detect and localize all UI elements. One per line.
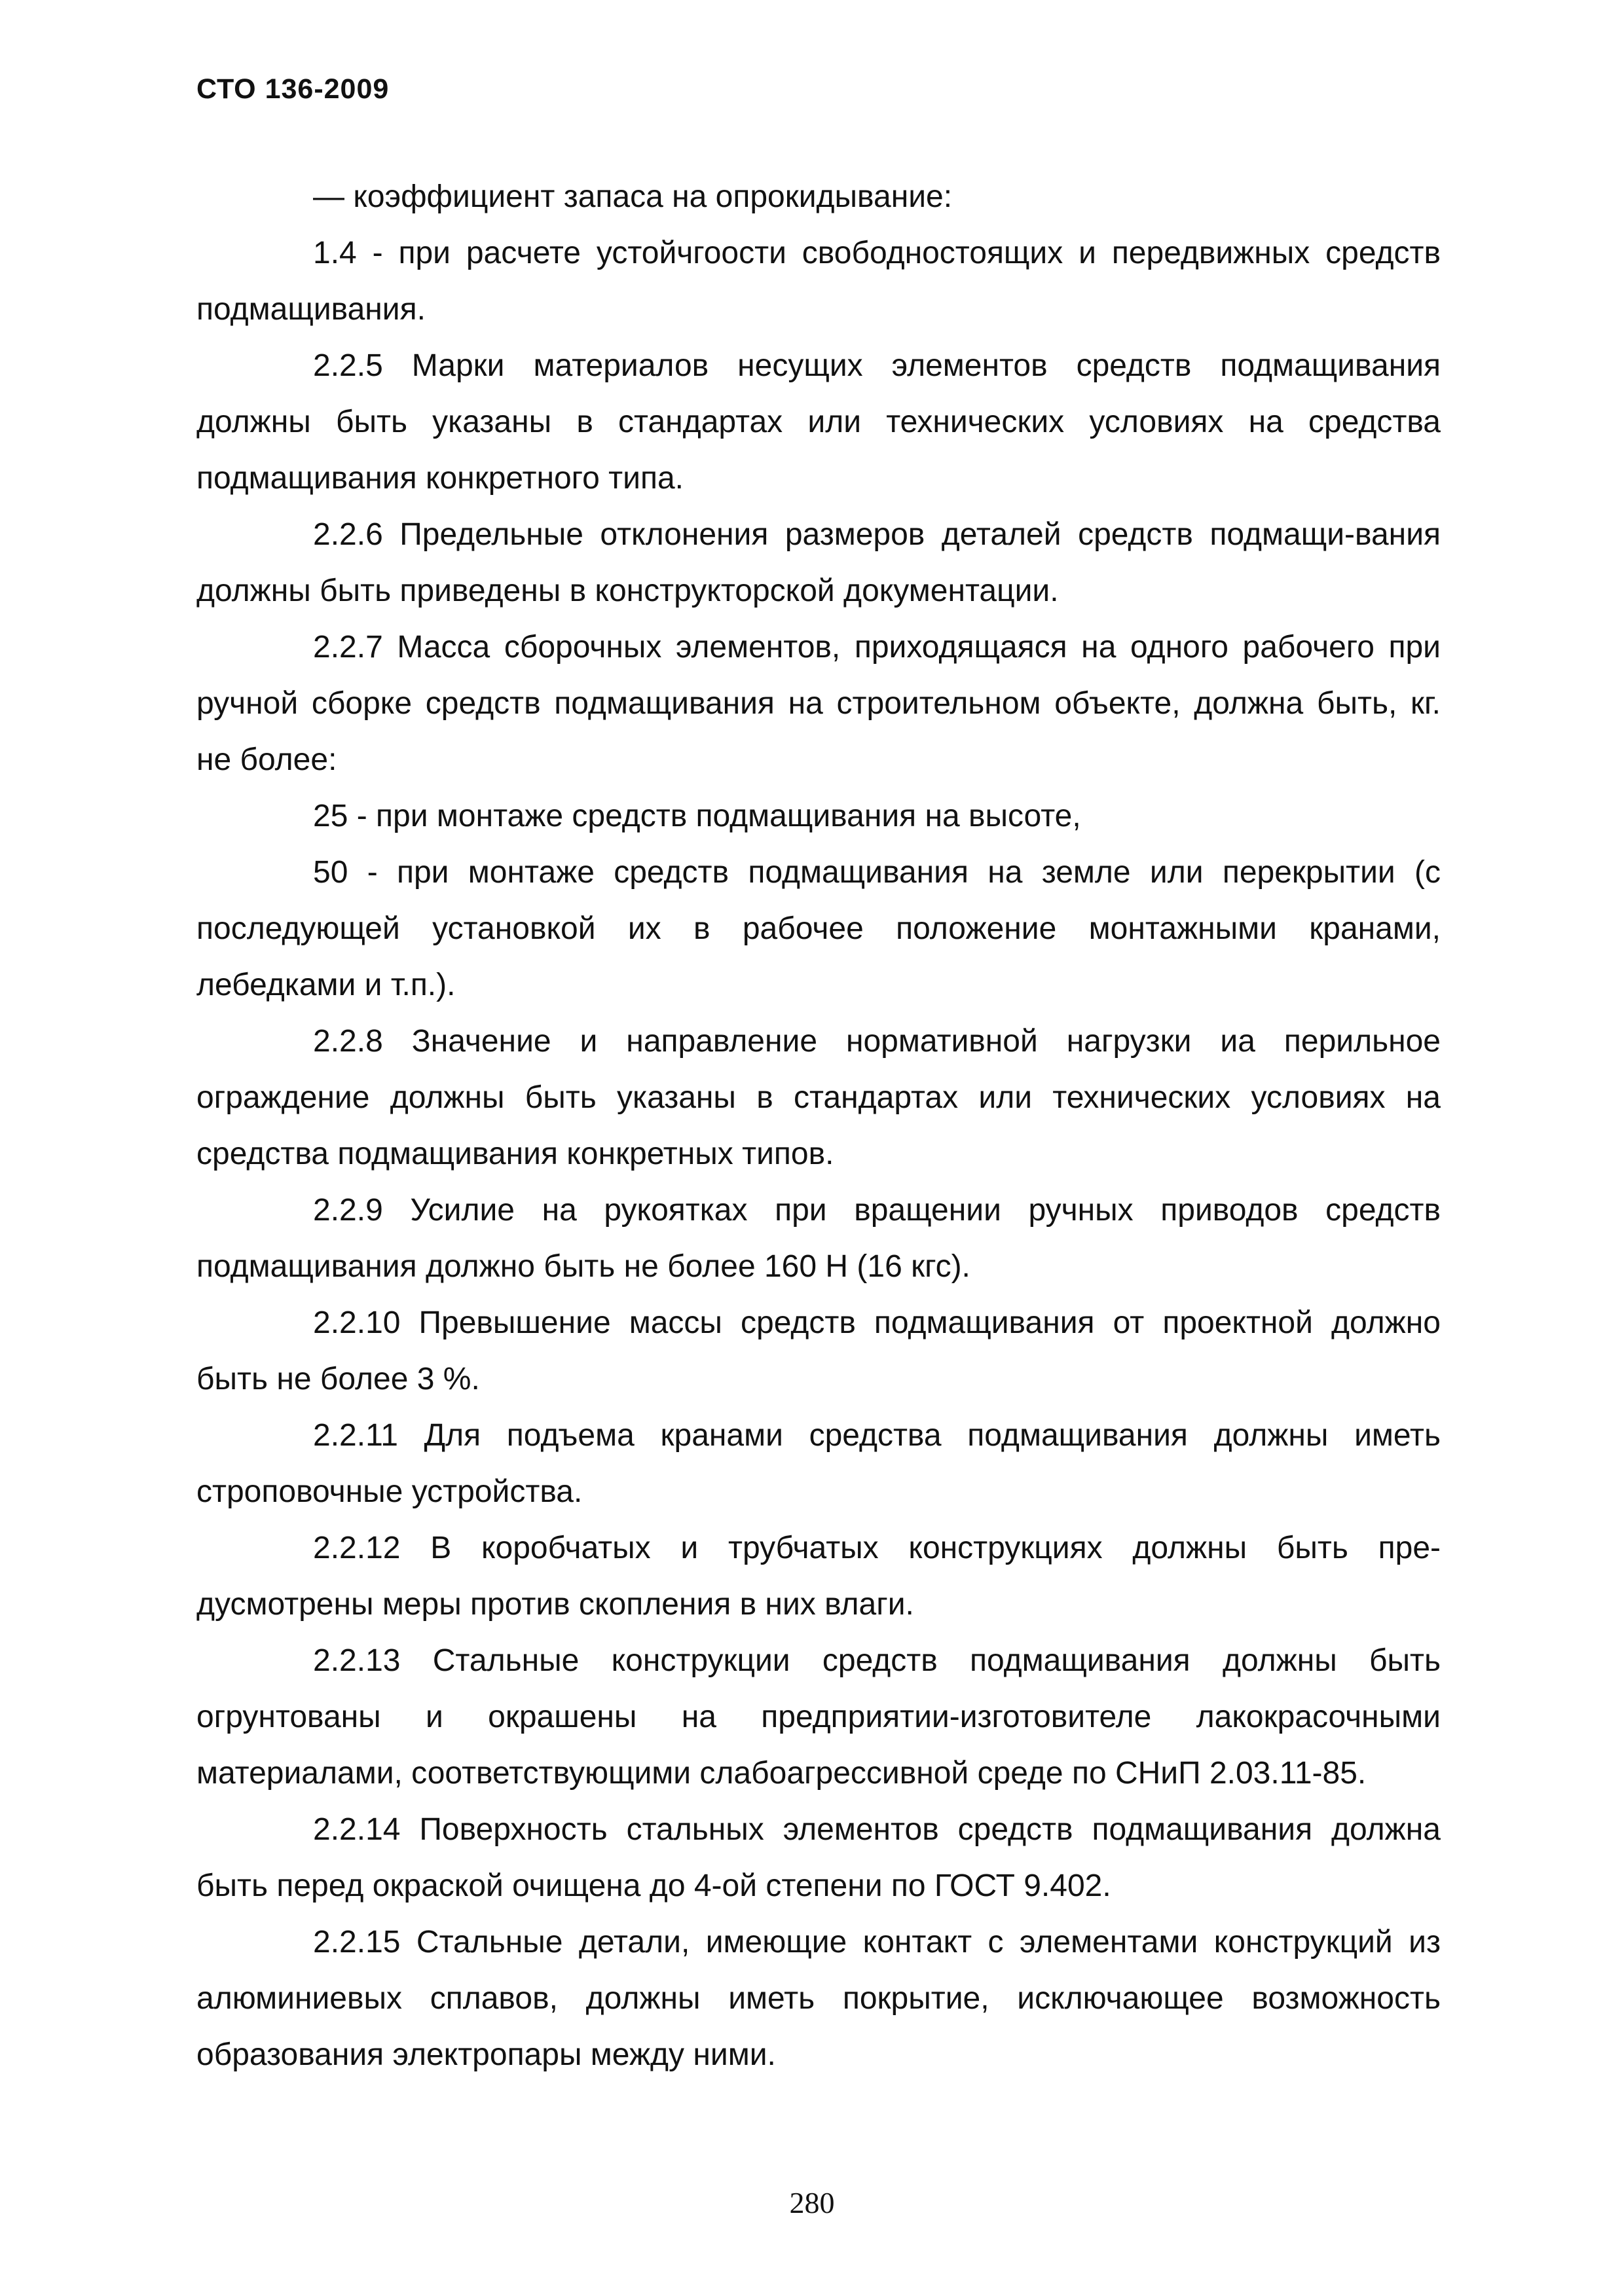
- paragraph-1-4: 1.4 - при расчете устойчгоости свободностоящих и передвижных средств подмащивания.: [196, 236, 1441, 327]
- paragraph-2-2-6: 2.2.6 Предельные отклонения размеров деталей средств подмащи-вания должны быть приведены в конструкторской документации.: [196, 517, 1441, 608]
- paragraph-2-2-8: 2.2.8 Значение и направление нормативной нагрузки иа перильное ограждение должны быть указаны в стандартах или технических условиях на средства подмащивания конкретных типов.: [196, 1024, 1441, 1171]
- paragraph-2-2-13: 2.2.13 Стальные конструкции средств подмащивания должны быть огрунтованы и окрашены на предприятии-изготовителе лакокрасочными материалами, соответствующими слабоагрессивной среде по СНиП 2.03.11-85.: [196, 1643, 1441, 1791]
- page-number: 280: [789, 2186, 835, 2219]
- paragraph-25: 25 - при монтаже средств подмащивания на высоте,: [313, 799, 1081, 833]
- paragraph-2-2-9: 2.2.9 Усилие на рукоятках при вращении ручных приводов средств подмащивания должно быть не более 160 Н (16 кгс).: [196, 1193, 1441, 1284]
- paragraph-2-2-11: 2.2.11 Для подъема кранами средства подмащивания должны иметь строповочные устройства.: [196, 1418, 1441, 1509]
- document-code-header: СТО 136-2009: [196, 73, 390, 105]
- paragraph-2-2-15: 2.2.15 Стальные детали, имеющие контакт с элементами конструкций из алюминиевых сплавов, должны иметь покрытие, исключающее возможность образования электропары между ними.: [196, 1925, 1441, 2072]
- document-body: [196, 169, 1441, 2083]
- paragraph-2-2-14: 2.2.14 Поверхность стальных элементов средств подмащивания должна быть перед окраской очищена до 4-ой степени по ГОСТ 9.402.: [196, 1812, 1441, 1903]
- paragraph-2-2-12: 2.2.12 В коробчатых и трубчатых конструкциях должны быть пре-дусмотрены меры против скопления в них влаги.: [196, 1531, 1441, 1622]
- paragraph-2-2-10: 2.2.10 Превышение массы средств подмащивания от проектной должно быть не более 3 %.: [196, 1305, 1441, 1396]
- paragraph-2-2-5: 2.2.5 Марки материалов несущих элементов средств подмащивания должны быть указаны в стандартах или технических условиях на средства подмащивания конкретного типа.: [196, 348, 1441, 496]
- paragraph-2-2-7: 2.2.7 Масса сборочных элементов, приходящаяся на одного рабочего при ручной сборке средств подмащивания на строительном объекте, должна быть, кг. не более:: [196, 630, 1441, 777]
- paragraph-safety-factor: — коэффициент запаса на опрокидывание:: [313, 179, 953, 214]
- paragraph-50: 50 - при монтаже средств подмащивания на земле или перекрытии (с последующей установкой их в рабочее положение монтажными кранами, лебедками и т.п.).: [196, 855, 1441, 1002]
